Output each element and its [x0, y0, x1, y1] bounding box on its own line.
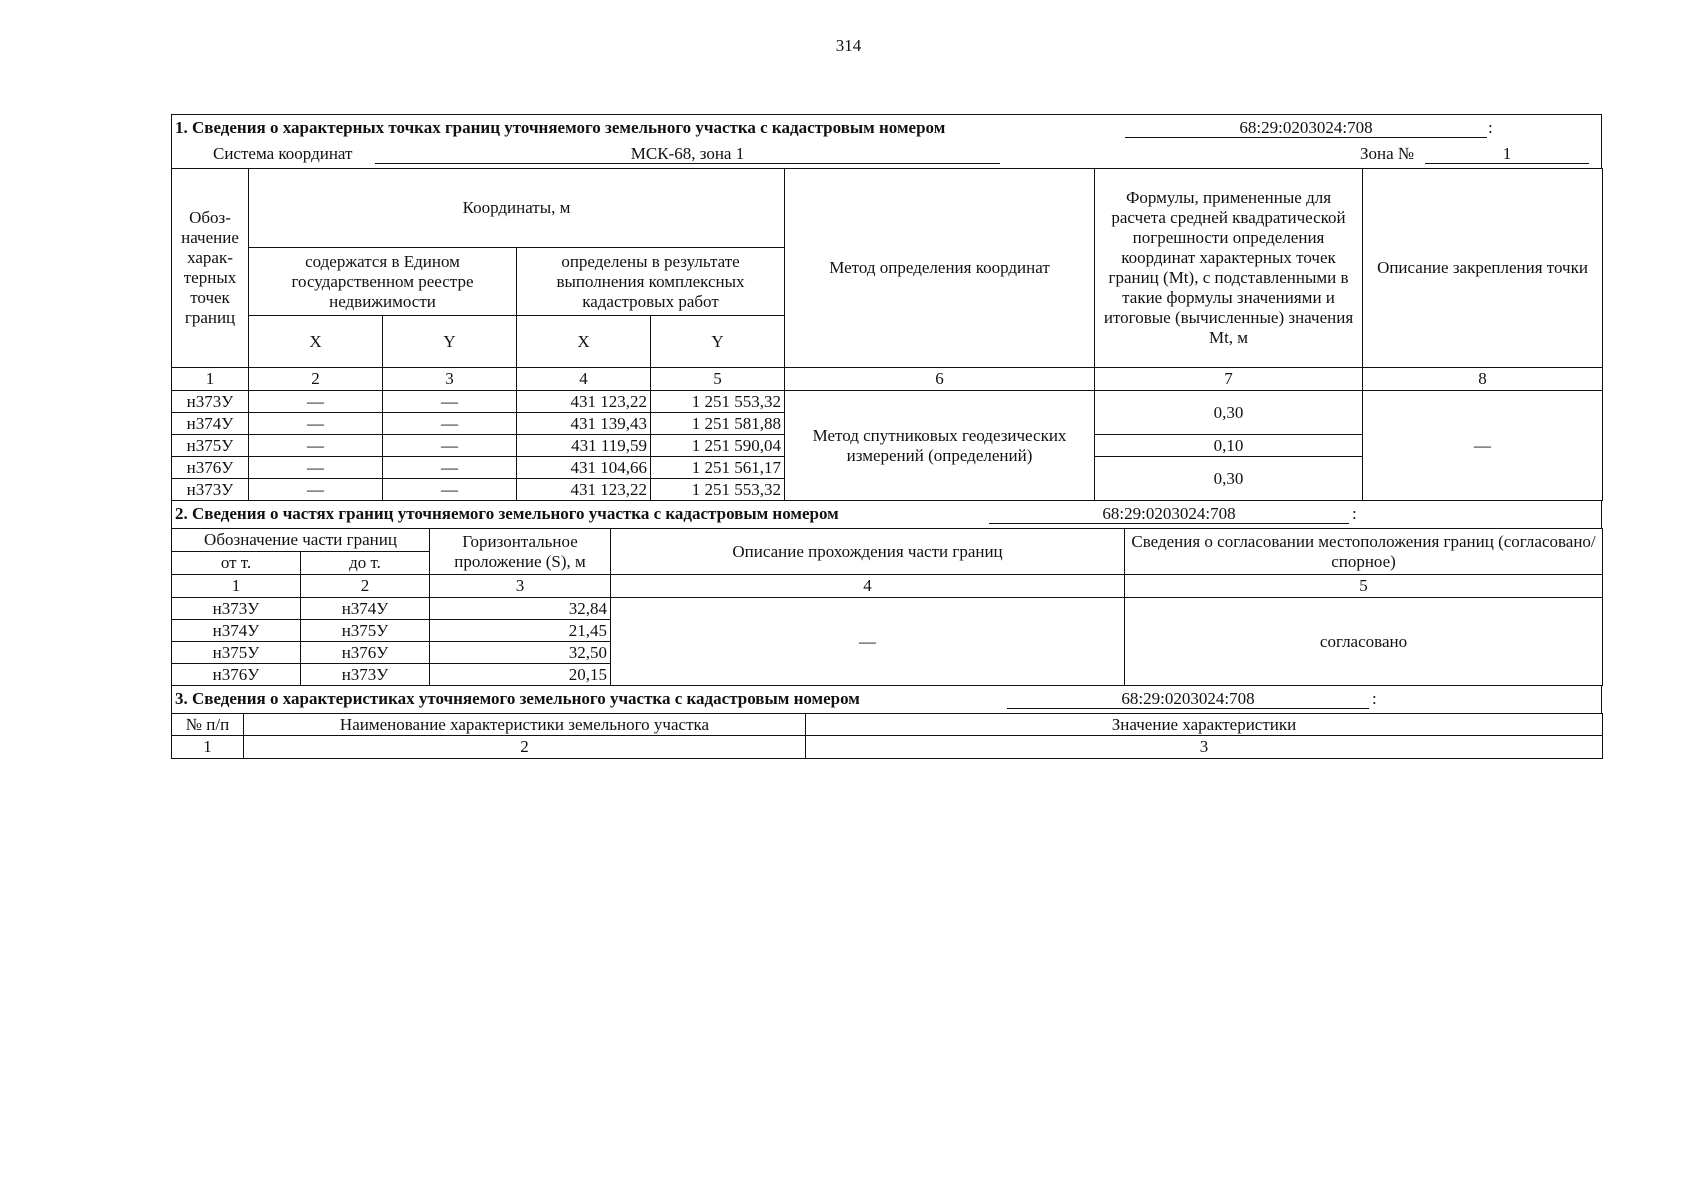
description-cell: —: [611, 598, 1125, 686]
header-x-determined: X: [517, 316, 651, 368]
y-egrn-cell: —: [383, 391, 517, 413]
section2-colon: :: [1352, 504, 1357, 523]
col-number: 1: [172, 736, 244, 759]
header-determined: определены в результате выполнения комплексных кадастровых работ: [517, 248, 785, 316]
x-egrn-cell: —: [249, 391, 383, 413]
mt-cell: 0,30: [1095, 391, 1363, 435]
header-from: от т.: [172, 552, 301, 575]
header-part-designation: Обозначение части границ: [172, 529, 430, 552]
s-cell: 21,45: [430, 620, 611, 642]
x-cell: 431 119,59: [517, 435, 651, 457]
col-number: 5: [651, 368, 785, 391]
coord-system-value: МСК-68, зона 1: [375, 144, 1000, 164]
to-cell: н376У: [301, 642, 430, 664]
column-numbers-row: [172, 368, 1603, 391]
coord-system-line: [171, 142, 1602, 168]
header-y-egrn: Y: [383, 316, 517, 368]
y-egrn-cell: —: [383, 435, 517, 457]
header-agreement: Сведения о согласовании местоположения границ (согласовано/спорное): [1125, 529, 1603, 575]
y-cell: 1 251 590,04: [651, 435, 785, 457]
x-cell: 431 123,22: [517, 479, 651, 501]
col-number: 1: [172, 368, 249, 391]
section1-cadastral-number: 68:29:0203024:708: [1125, 118, 1487, 138]
header-x-egrn: X: [249, 316, 383, 368]
from-cell: н376У: [172, 664, 301, 686]
col-number: 6: [785, 368, 1095, 391]
from-cell: н373У: [172, 598, 301, 620]
parts-table: [171, 528, 1603, 686]
method-cell: Метод спутниковых геодезических измерений (определений): [785, 391, 1095, 501]
col-number: 8: [1363, 368, 1603, 391]
y-cell: 1 251 581,88: [651, 413, 785, 435]
point-cell: н375У: [172, 435, 249, 457]
header-to: до т.: [301, 552, 430, 575]
section2-cadastral-number: 68:29:0203024:708: [989, 504, 1349, 524]
header-point-designation: Обоз-начение харак-терных точек границ: [172, 169, 249, 368]
agreement-cell: согласовано: [1125, 598, 1603, 686]
y-cell: 1 251 553,32: [651, 391, 785, 413]
column-numbers-row: [172, 736, 1603, 759]
zone-label: Зона №: [1360, 144, 1415, 163]
col-number: 2: [301, 575, 430, 598]
from-cell: н375У: [172, 642, 301, 664]
col-number: 3: [430, 575, 611, 598]
col-number: 5: [1125, 575, 1603, 598]
point-cell: н373У: [172, 479, 249, 501]
col-number: 2: [249, 368, 383, 391]
header-fixing: Описание закрепления точки: [1363, 169, 1603, 368]
x-egrn-cell: —: [249, 413, 383, 435]
section3-cadastral-number: 68:29:0203024:708: [1007, 689, 1369, 709]
y-cell: 1 251 561,17: [651, 457, 785, 479]
header-value: Значение характеристики: [806, 714, 1603, 736]
col-number: 3: [383, 368, 517, 391]
header-no: № п/п: [172, 714, 244, 736]
x-cell: 431 139,43: [517, 413, 651, 435]
col-number: 2: [244, 736, 806, 759]
header-horizontal: Горизонтальное проложение (S), м: [430, 529, 611, 575]
characteristics-table: [171, 713, 1603, 759]
col-number: 1: [172, 575, 301, 598]
section1-colon: :: [1488, 118, 1493, 137]
page-number: 314: [835, 36, 862, 55]
header-method: Метод определения координат: [785, 169, 1095, 368]
section2-title: 2. Сведения о частях границ уточняемого земельного участка с кадастровым номером: [175, 504, 839, 523]
col-number: 4: [611, 575, 1125, 598]
mt-cell: 0,30: [1095, 457, 1363, 501]
section3-header: [171, 686, 1602, 713]
section3-colon: :: [1372, 689, 1377, 708]
header-formulas: Формулы, примененные для расчета средней квадратической погрешности определения координат характерных точек границ (Mt), с подставленными в такие формулы значениями и итоговые (вычисленные) значения Mt, м: [1095, 169, 1363, 368]
x-cell: 431 123,22: [517, 391, 651, 413]
section2-header: [171, 501, 1602, 528]
x-cell: 431 104,66: [517, 457, 651, 479]
table-row: [172, 598, 1603, 620]
cadastral-sheet: [171, 114, 1602, 759]
col-number: 3: [806, 736, 1603, 759]
header-name: Наименование характеристики земельного участка: [244, 714, 806, 736]
point-cell: н373У: [172, 391, 249, 413]
coord-system-label: Система координат: [213, 144, 353, 163]
point-cell: н376У: [172, 457, 249, 479]
col-number: 4: [517, 368, 651, 391]
x-egrn-cell: —: [249, 457, 383, 479]
col-number: 7: [1095, 368, 1363, 391]
point-cell: н374У: [172, 413, 249, 435]
y-cell: 1 251 553,32: [651, 479, 785, 501]
fixing-cell: —: [1363, 391, 1603, 501]
to-cell: н374У: [301, 598, 430, 620]
y-egrn-cell: —: [383, 457, 517, 479]
s-cell: 32,50: [430, 642, 611, 664]
section1-header: [171, 114, 1602, 142]
s-cell: 32,84: [430, 598, 611, 620]
header-row: [172, 714, 1603, 736]
mt-cell: 0,10: [1095, 435, 1363, 457]
to-cell: н373У: [301, 664, 430, 686]
header-description: Описание прохождения части границ: [611, 529, 1125, 575]
header-egrn: содержатся в Едином государственном реестре недвижимости: [249, 248, 517, 316]
section3-title: 3. Сведения о характеристиках уточняемого земельного участка с кадастровым номером: [175, 689, 860, 708]
s-cell: 20,15: [430, 664, 611, 686]
from-cell: н374У: [172, 620, 301, 642]
header-coordinates: Координаты, м: [249, 169, 785, 248]
points-table: [171, 168, 1603, 501]
header-y-determined: Y: [651, 316, 785, 368]
section1-title: 1. Сведения о характерных точках границ уточняемого земельного участка с кадастровым номером: [175, 118, 946, 137]
y-egrn-cell: —: [383, 413, 517, 435]
to-cell: н375У: [301, 620, 430, 642]
x-egrn-cell: —: [249, 435, 383, 457]
column-numbers-row: [172, 575, 1603, 598]
y-egrn-cell: —: [383, 479, 517, 501]
zone-value: 1: [1425, 144, 1589, 164]
x-egrn-cell: —: [249, 479, 383, 501]
table-row: [172, 391, 1603, 413]
